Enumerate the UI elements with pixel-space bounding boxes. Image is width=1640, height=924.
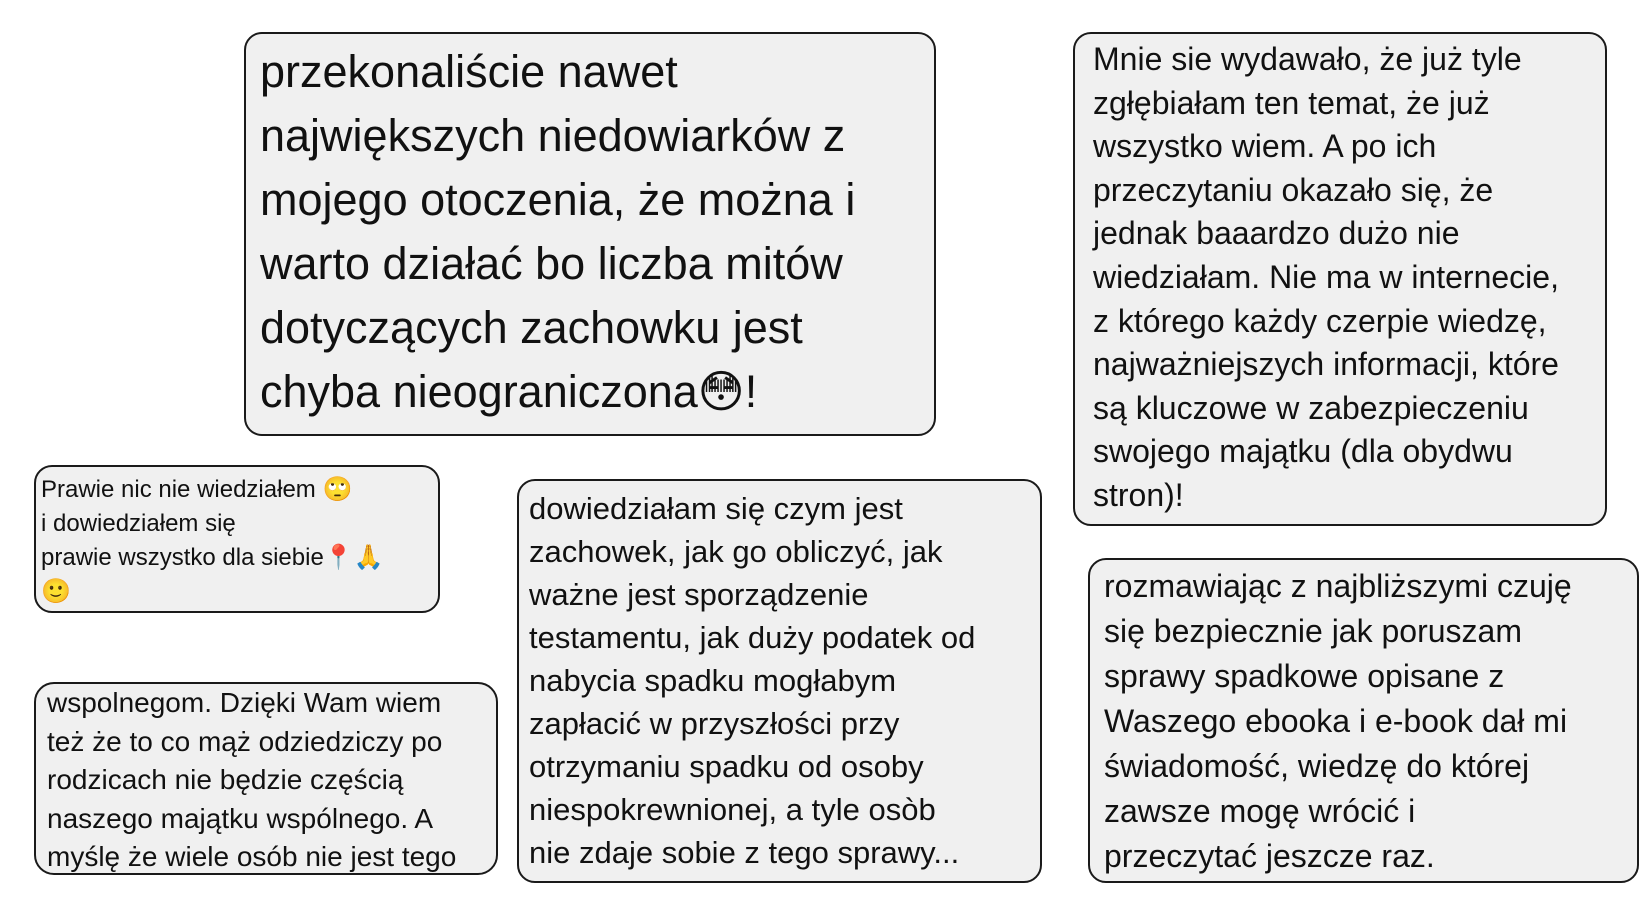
testimonial-bubble-bottom-left: wspolnegom. Dzięki Wam wiem też że to co mąż odziedziczy po rodzicach nie będzie częścią naszego majątku wspólnego. A myślę że wiele osób nie jest tego	[34, 682, 498, 875]
testimonial-bubble-top-right: Mnie sie wydawało, że już tyle zgłębiałam ten temat, że już wszystko wiem. A po ich przeczytaniu okazało się, że jednak baaardzo dużo nie wiedziałam. Nie ma w internecie, z którego każdy czerpie wiedzę, najważniejszych informacji, które są kluczowe w zabezpieczeniu swojego majątku (dla obydwu stron)!	[1073, 32, 1607, 526]
testimonial-bubble-top-center: przekonaliście nawet największych niedowiarków z mojego otoczenia, że można i warto działać bo liczba mitów dotyczących zachowku jest chyba nieograniczona😳!	[244, 32, 936, 436]
testimonial-bubble-middle-left: Prawie nic nie wiedziałem 🙄 i dowiedziałem się prawie wszystko dla siebie📍🙏 🙂	[34, 465, 440, 613]
testimonial-bubble-center: dowiedziałam się czym jest zachowek, jak go obliczyć, jak ważne jest sporządzenie testamentu, jak duży podatek od nabycia spadku mogłabym zapłacić w przyszłości przy otrzymaniu spadku od osoby niespokrewnionej, a tyle osòb nie zdaje sobie z tego sprawy...	[517, 479, 1042, 883]
testimonial-bubble-bottom-right: rozmawiając z najbliższymi czuję się bezpiecznie jak poruszam sprawy spadkowe opisane z Waszego ebooka i e-book dał mi świadomość, wiedzę do której zawsze mogę wrócić i przeczytać jeszcze raz.	[1088, 558, 1639, 883]
